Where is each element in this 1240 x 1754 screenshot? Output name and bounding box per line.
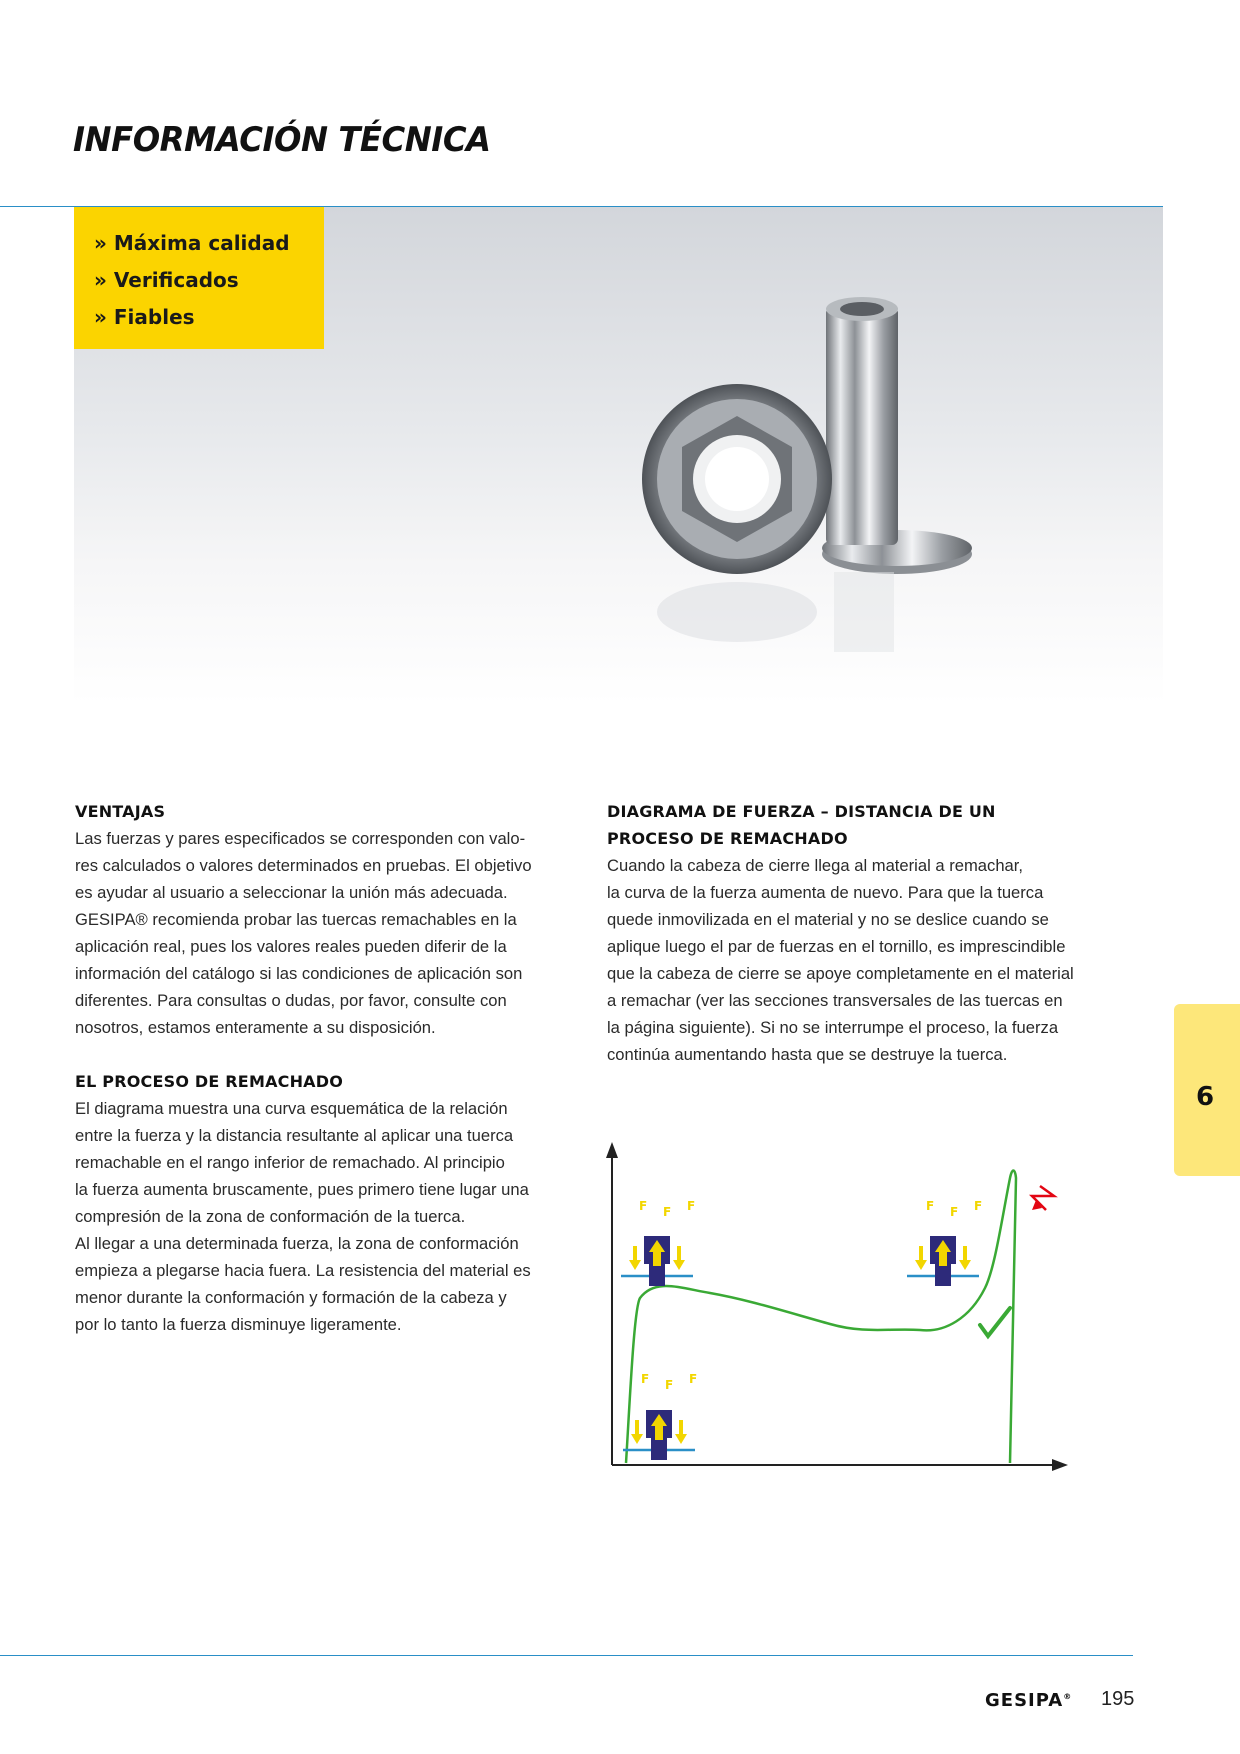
badge-item-verified: » Verificados	[94, 268, 239, 292]
ventajas-line: nosotros, estamos enteramente a su disposición.	[75, 1018, 436, 1037]
brand-name: GESIPA	[985, 1690, 1064, 1711]
page-title: INFORMACIÓN TÉCNICA	[73, 120, 491, 160]
nut-section-end	[907, 1236, 979, 1286]
feature-badge	[74, 207, 324, 349]
badge-item-quality: » Máxima calidad	[94, 231, 290, 255]
nut-section-bottom	[623, 1410, 695, 1460]
proceso-line: Al llegar a una determinada fuerza, la zona de conformación	[75, 1234, 519, 1253]
force-label: F	[974, 1199, 983, 1213]
left-column	[75, 798, 565, 1338]
proceso-line: la fuerza aumenta bruscamente, pues primero tiene lugar una	[75, 1180, 529, 1199]
brand-mark: ®	[1063, 1692, 1073, 1701]
proceso-line: menor durante la conformación y formación de la cabeza y	[75, 1288, 507, 1307]
ventajas-line: información del catálogo si las condiciones de aplicación son	[75, 964, 523, 983]
ventajas-line: es ayudar al usuario a seleccionar la unión más adecuada.	[75, 883, 508, 902]
force-label: F	[689, 1372, 698, 1386]
force-label: F	[665, 1378, 674, 1392]
force-label: F	[639, 1199, 648, 1213]
diagrama-line: la curva de la fuerza aumenta de nuevo. Para que la tuerca	[607, 883, 1044, 902]
ventajas-line: diferentes. Para consultas o dudas, por favor, consulte con	[75, 991, 507, 1010]
force-label: F	[641, 1372, 650, 1386]
diagrama-heading: PROCESO DE REMACHADO	[607, 829, 848, 848]
proceso-line: por lo tanto la fuerza disminuye ligeramente.	[75, 1315, 402, 1334]
proceso-heading: EL PROCESO DE REMACHADO	[75, 1072, 344, 1091]
checkmark-icon	[980, 1308, 1010, 1336]
force-label: F	[950, 1205, 959, 1219]
nut-section-start	[621, 1236, 693, 1286]
ventajas-heading: VENTAJAS	[75, 802, 166, 821]
proceso-line: El diagrama muestra una curva esquemática de la relación	[75, 1099, 508, 1118]
ventajas-line: res calculados o valores determinados en pruebas. El objetivo	[75, 856, 532, 875]
x-axis-arrow	[1052, 1459, 1068, 1471]
diagrama-line: la página siguiente). Si no se interrumpe el proceso, la fuerza	[607, 1018, 1059, 1037]
brand-logo	[985, 1690, 1072, 1711]
y-axis-arrow	[606, 1142, 618, 1158]
page-number: 195	[1101, 1688, 1135, 1710]
diagrama-line: que la cabeza de cierre se apoye completamente en el material	[607, 964, 1074, 983]
force-distance-diagram	[600, 1138, 1070, 1478]
proceso-line: entre la fuerza y la distancia resultante al aplicar una tuerca	[75, 1126, 514, 1145]
chapter-number: 6	[1196, 1082, 1215, 1112]
bottom-divider	[0, 1655, 1133, 1656]
right-column	[607, 798, 1107, 1068]
diagrama-line: continúa aumentando hasta que se destruye la tuerca.	[607, 1045, 1008, 1064]
diagrama-line: quede inmovilizada en el material y no se deslice cuando se	[607, 910, 1049, 929]
diagrama-heading: DIAGRAMA DE FUERZA – DISTANCIA DE UN	[607, 802, 996, 821]
diagrama-line: aplique luego el par de fuerzas en el tornillo, es imprescindible	[607, 937, 1066, 956]
diagrama-line: Cuando la cabeza de cierre llega al material a remachar,	[607, 856, 1023, 875]
chapter-tab	[1174, 1004, 1240, 1176]
ventajas-line: Las fuerzas y pares especificados se corresponden con valo-	[75, 829, 526, 848]
proceso-line: remachable en el rango inferior de remachado. Al principio	[75, 1153, 505, 1172]
force-label: F	[663, 1205, 672, 1219]
ventajas-line: GESIPA® recomienda probar las tuercas remachables en la	[75, 910, 517, 929]
proceso-line: compresión de la zona de conformación de la tuerca.	[75, 1207, 466, 1226]
ventajas-line: aplicación real, pues los valores reales pueden diferir de la	[75, 937, 507, 956]
force-label: F	[926, 1199, 935, 1213]
proceso-line: empieza a plegarse hacia fuera. La resistencia del material es	[75, 1261, 531, 1280]
diagrama-line: a remachar (ver las secciones transversales de las tuercas en	[607, 991, 1063, 1010]
force-label: F	[687, 1199, 696, 1213]
badge-item-reliable: » Fiables	[94, 305, 195, 329]
